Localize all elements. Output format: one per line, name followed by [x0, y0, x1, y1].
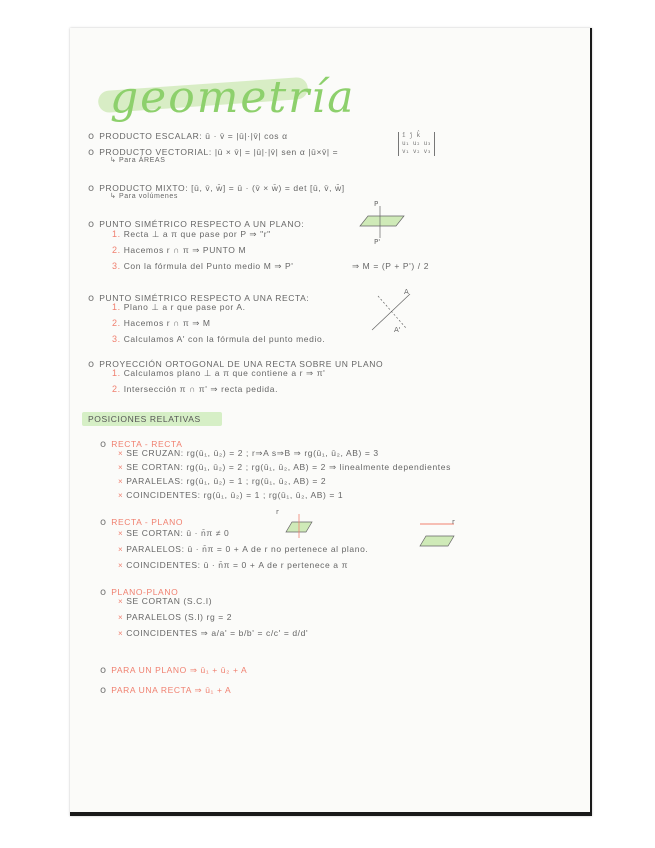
step-1c: 1. Calculamos plano ⊥ a π que contiene a r ⇒ π' [112, 368, 326, 378]
heading-plano-plano: o PLANO-PLANO [100, 587, 179, 598]
label-P: P [374, 200, 379, 208]
cross-product-matrix: î ĵ k̂ u₁ u₂ u₃ v₁ v₂ v₃ [398, 132, 435, 156]
line-mixto: o PRODUCTO MIXTO: [ū, v̄, w̄] = ū · (v̄ × w̄) = det [ū, v̄, w̄] [88, 183, 345, 194]
label-A-prime: A' [394, 326, 401, 334]
heading-simetrico-recta: o PUNTO SIMÉTRICO RESPECTO A UNA RECTA: [88, 293, 310, 304]
note-volumenes: ↳ Para volúmenes [110, 193, 178, 200]
line-vectorial: o PRODUCTO VECTORIAL: |ū × v̄| = |ū|·|v̄| sen α |ū×v̄| = [88, 147, 339, 158]
line-plane-parallel-diagram [418, 522, 458, 552]
heading-simetrico-plano: o PUNTO SIMÉTRICO RESPECTO A UN PLANO: [88, 219, 305, 230]
rp-cortan: × SE CORTAN: ū · n̄π ≠ 0 [118, 528, 230, 538]
step-2c: 2. Intersección π ∩ π' ⇒ recta pedida. [112, 384, 279, 394]
bullet: o [88, 147, 95, 158]
line-para-plano: o PARA UN PLANO ⇒ ū₁ + ū₂ + A [100, 665, 248, 676]
rr-cortan: × SE CORTAN: rg(ū₁, ū₂) = 2 ; rg(ū₁, ū₂, AB) = 2 ⇒ linealmente dependientes [118, 462, 451, 472]
bullet: o [88, 131, 95, 142]
line-escalar: o PRODUCTO ESCALAR: ū · v̄ = |ū|·|v̄| cos α [88, 131, 288, 142]
label-A: A [404, 288, 409, 296]
section-posiciones: POSICIONES RELATIVAS [88, 414, 201, 424]
step-3: 3. Con la fórmula del Punto medio M ⇒ P' [112, 261, 294, 271]
heading-recta-recta: o RECTA - RECTA [100, 439, 183, 450]
pp-cortan: × SE CORTAN (S.C.I) [118, 596, 213, 606]
line-para-recta: o PARA UNA RECTA ⇒ ū₁ + A [100, 685, 232, 696]
formula-m: ⇒ M = (P + P') / 2 [352, 261, 430, 271]
step-2b: 2. Hacemos r ∩ π ⇒ M [112, 318, 211, 328]
pp-paralelos: × PARALELOS (S.I) rg = 2 [118, 612, 233, 622]
rr-coincidentes: × COINCIDENTES: rg(ū₁, ū₂) = 1 ; rg(ū₁, ū₂, AB) = 1 [118, 490, 344, 500]
step-1b: 1. Plano ⊥ a r que pase por A. [112, 302, 246, 312]
heading-recta-plano: o RECTA - PLANO [100, 517, 184, 528]
page-title: geometría [110, 72, 356, 123]
pp-coincidentes: × COINCIDENTES ⇒ a/a' = b/b' = c/c' = d/d' [118, 628, 309, 638]
heading-proyeccion: o PROYECCIÓN ORTOGONAL DE UNA RECTA SOBRE UN PLANO [88, 359, 384, 370]
label-r: r [276, 508, 279, 516]
rp-paralelos: × PARALELOS: ū · n̄π = 0 + A de r no pertenece al plano. [118, 544, 369, 554]
label-r2: r [452, 518, 455, 526]
rr-cruzan: × SE CRUZAN: rg(ū₁, ū₂) = 2 ; r⇒A s⇒B ⇒ rg(ū₁, ū₂, AB) = 3 [118, 448, 379, 458]
step-3b: 3. Calculamos A' con la fórmula del punto medio. [112, 334, 326, 344]
plane-symmetry-diagram [356, 204, 406, 244]
line-plane-cut-diagram [284, 514, 314, 540]
rp-coincidentes: × COINCIDENTES: ū · n̄π = 0 + A de r pertenece a π [118, 560, 349, 570]
notebook-page [70, 28, 592, 816]
note-areas: ↳ Para ÁREAS [110, 157, 166, 164]
step-1: 1. Recta ⊥ a π que pase por P ⇒ "r" [112, 229, 271, 239]
step-2: 2. Hacemos r ∩ π ⇒ PUNTO M [112, 245, 247, 255]
label-P-prime: P' [374, 238, 381, 246]
line-symmetry-diagram [370, 290, 414, 334]
rr-paralelas: × PARALELAS: rg(ū₁, ū₂) = 1 ; rg(ū₁, ū₂, AB) = 2 [118, 476, 327, 486]
